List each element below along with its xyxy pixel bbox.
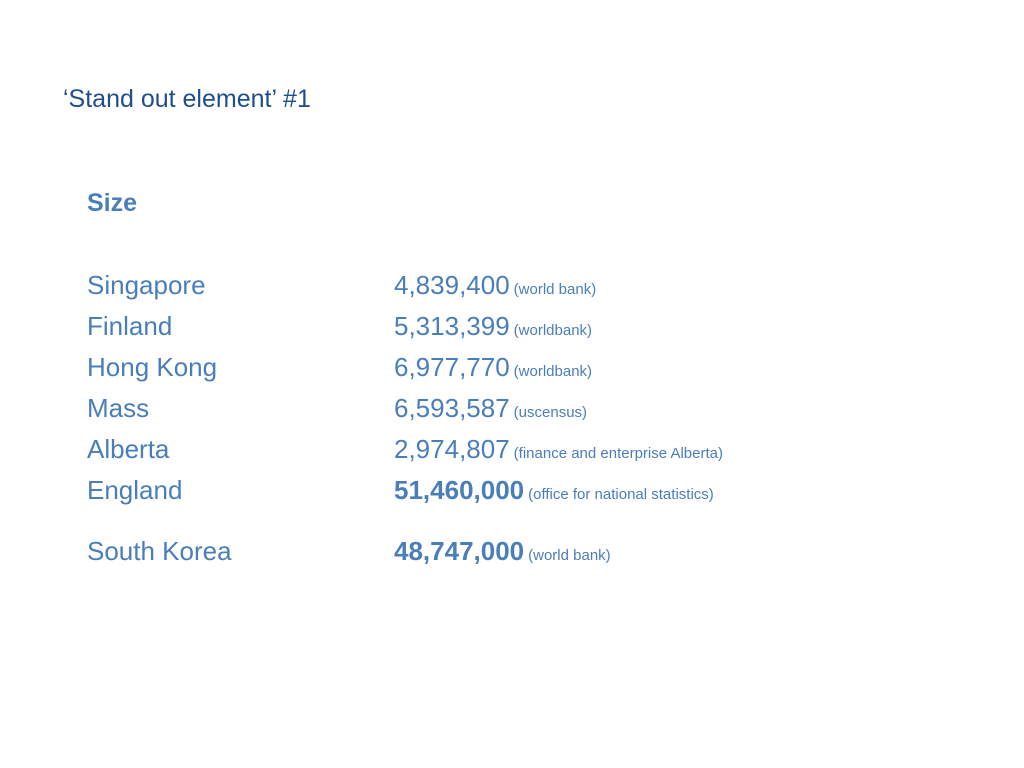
population-figure [394,392,587,429]
data-source: (finance and enterprise Alberta) [513,445,723,462]
place-name: South Korea [87,536,232,566]
list-item-hong-kong [87,351,987,383]
population-figure [394,433,723,470]
population-figure [394,535,611,572]
place-name: Hong Kong [87,352,218,382]
list-item-mass [87,392,987,424]
population-figure [394,474,714,511]
population-figure [394,310,592,347]
section-heading: Size [87,189,138,217]
list-item-singapore [87,269,987,301]
data-source: (world bank) [528,547,611,564]
population-figure [394,269,596,306]
population-value: 2,974,807 [394,434,510,464]
data-source: (office for national statistics) [528,486,714,503]
list-item-finland [87,310,987,342]
list-item-alberta [87,433,987,465]
place-name: Mass [87,393,150,423]
place-name: England [87,475,183,505]
data-source: (worldbank) [513,363,593,380]
population-value: 6,593,587 [394,393,510,423]
slide-title: ‘Stand out element’ #1 [63,85,311,113]
data-source: (uscensus) [513,404,588,421]
data-source: (worldbank) [513,322,593,339]
population-value: 48,747,000 [394,536,525,566]
population-value: 6,977,770 [394,352,510,382]
place-name: Finland [87,311,173,341]
population-value: 51,460,000 [394,475,525,505]
place-name: Singapore [87,270,206,300]
population-value: 5,313,399 [394,311,510,341]
place-name: Alberta [87,434,170,464]
list-item-south-korea [87,535,987,567]
population-value: 4,839,400 [394,270,510,300]
population-figure [394,351,592,388]
list-item-england [87,474,987,506]
data-source: (world bank) [513,281,597,298]
